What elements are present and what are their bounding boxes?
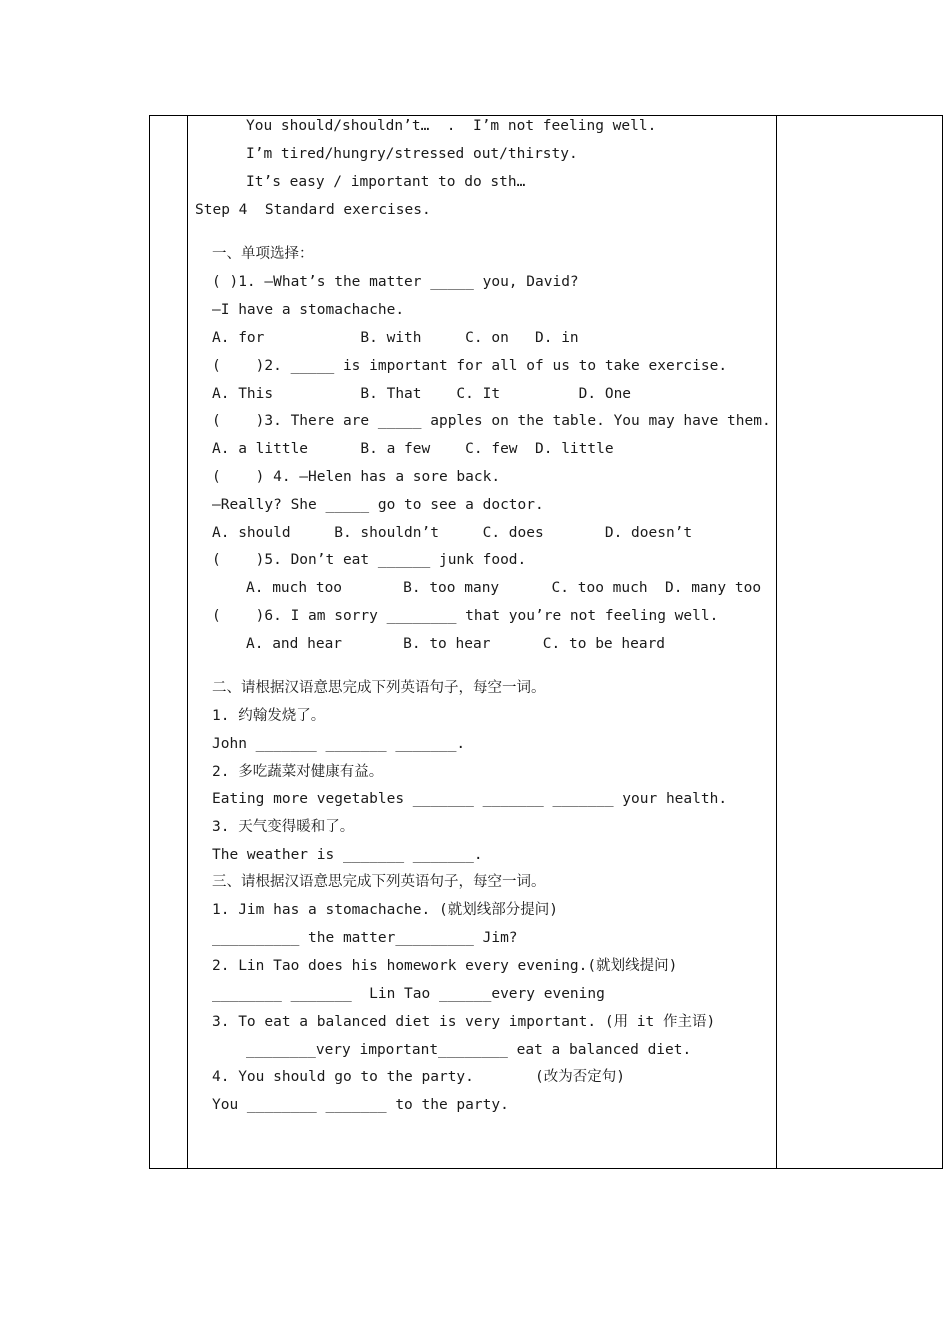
text-line: John _______ _______ _______. [212, 736, 466, 752]
text-line: I’m tired/hungry/stressed out/thirsty. [246, 146, 578, 162]
text-line: —Really? She _____ go to see a doctor. [212, 497, 544, 513]
text-line: ( ) 4. —Helen has a sore back. [212, 469, 501, 485]
text-line: 二、请根据汉语意思完成下列英语句子，每空一词。 [212, 680, 546, 696]
text-line: ( )6. I am sorry ________ that you’re not feeling well. [212, 608, 719, 624]
text-line: ( )1. —What’s the matter _____ you, David? [212, 274, 579, 290]
text-line: Step 4 Standard exercises. [195, 202, 431, 218]
text-line: A. a little B. a few C. few D. little [212, 441, 614, 457]
text-line: ________very important________ eat a balanced diet. [246, 1042, 692, 1058]
text-line: —I have a stomachache. [212, 302, 405, 318]
text-line: It’s easy / important to do sth… [246, 174, 526, 190]
text-line: A. and hear B. to hear C. to be heard [246, 636, 666, 652]
table-column-divider-right [776, 116, 777, 1168]
text-line: ________ _______ Lin Tao ______every evening [212, 986, 605, 1002]
table-column-divider-left [187, 116, 188, 1168]
text-line: ( )2. _____ is important for all of us to take exercise. [212, 358, 728, 374]
text-line: ( )3. There are _____ apples on the table. You may have them. [212, 413, 771, 429]
text-line: You should/shouldn’t… . I’m not feeling well. [246, 118, 657, 134]
text-line: Eating more vegetables _______ _______ _______ your health. [212, 791, 728, 807]
text-line: __________ the matter_________ Jim? [212, 930, 518, 946]
text-line: 4. You should go to the party. (改为否定句) [212, 1069, 625, 1085]
text-line: ( )5. Don’t eat ______ junk food. [212, 552, 527, 568]
text-line: 2. 多吃蔬菜对健康有益。 [212, 764, 384, 780]
text-line: The weather is _______ _______. [212, 847, 483, 863]
text-line: 2. Lin Tao does his homework every evening.(就划线提问) [212, 958, 678, 974]
text-line: 3. 天气变得暖和了。 [212, 819, 355, 835]
text-line: A. for B. with C. on D. in [212, 330, 579, 346]
text-line: 3. To eat a balanced diet is very important. (用 it 作主语) [212, 1014, 716, 1030]
text-line: 1. Jim has a stomachache. (就划线部分提问) [212, 902, 558, 918]
text-line: You ________ _______ to the party. [212, 1097, 509, 1113]
text-line: 一、单项选择： [212, 246, 314, 262]
text-line: A. This B. That C. It D. One [212, 386, 632, 402]
text-line: A. much too B. too many C. too much D. many too [246, 580, 762, 596]
text-line: A. should B. shouldn’t C. does D. doesn’t [212, 525, 693, 541]
text-line: 1. 约翰发烧了。 [212, 708, 326, 724]
text-line: 三、请根据汉语意思完成下列英语句子，每空一词。 [212, 874, 546, 890]
